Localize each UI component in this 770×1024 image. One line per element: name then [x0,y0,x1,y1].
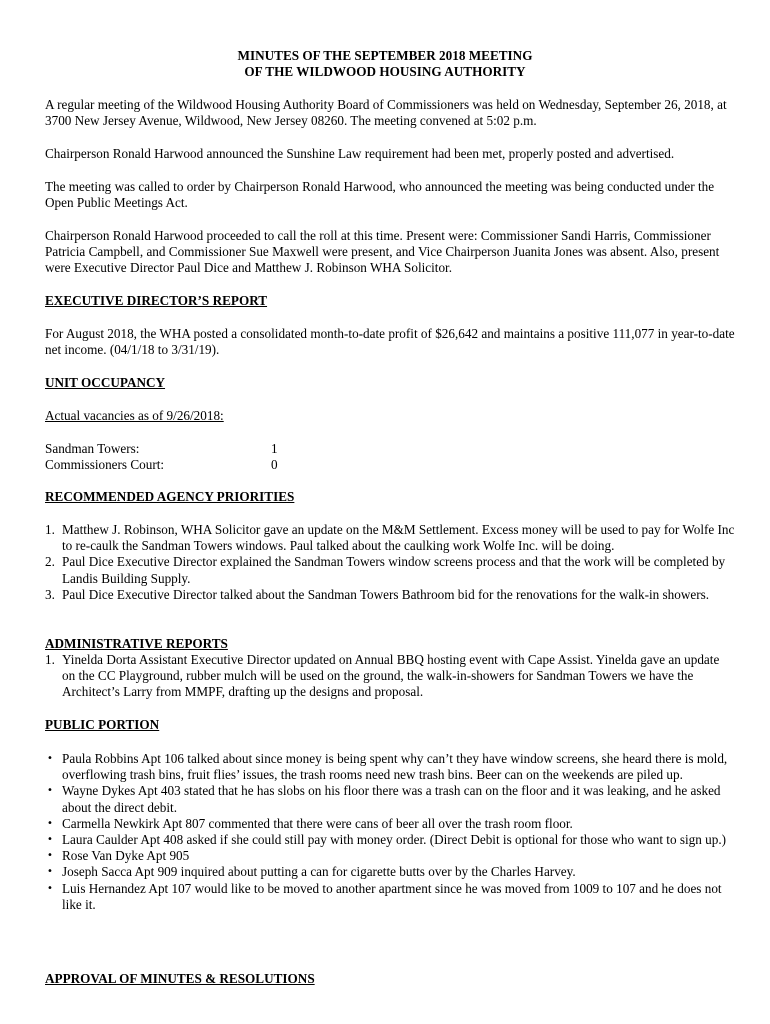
admin-reports-heading: ADMINISTRATIVE REPORTS [45,636,228,651]
item-text: Laura Caulder Apt 408 asked if she could still pay with money order. (Direct Debit is optional for those who want to sign up.) [62,832,727,848]
list-item [45,816,735,832]
bullet-icon: • [47,785,53,797]
list-item [45,881,735,913]
list-item [45,832,735,848]
bullet-icon: • [47,834,53,846]
page-title [0,48,770,80]
item-number: 3. [45,586,55,602]
list-item [45,522,735,554]
item-number: 1. [45,522,55,537]
unit-occupancy-heading: UNIT OCCUPANCY [45,375,166,390]
vacancy-table [45,441,735,473]
item-text: Paula Robbins Apt 106 talked about since money is being spent why can’t they have window screens, she heard there is mold, overflowing trash bins, fruit flies’ issues, the trash rooms need new trash bins. Beer can on the weekends are piled up. [62,751,728,783]
priorities-heading: RECOMMENDED AGENCY PRIORITIES [45,489,295,504]
list-item [45,554,735,586]
item-text: Joseph Sacca Apt 909 inquired about putting a can for cigarette butts over by the Charles Harvey. [62,864,576,880]
vacancy-label: Sandman Towers: [45,441,140,456]
executive-report-heading: EXECUTIVE DIRECTOR’S REPORT [45,293,268,308]
public-comments-list [45,751,735,913]
list-item [45,783,735,815]
bullet-icon: • [47,866,53,878]
list-item [45,848,735,864]
meeting-intro-paragraph: A regular meeting of the Wildwood Housing Authority Board of Commissioners was held on Wednesday, September 26, 2018, at 3700 New Jersey Avenue, Wildwood, New Jersey 08260. The meeting convened at 5:02 p.m. [45,97,727,129]
approval-heading: APPROVAL OF MINUTES & RESOLUTIONS [45,971,315,986]
priorities-list [45,522,735,603]
item-number: 1. [45,652,55,667]
vacancy-label: Commissioners Court: [45,457,165,472]
item-text: Wayne Dykes Apt 403 stated that he has slobs on his floor there was a trash can on the floor and it was leaking, and he asked about the direct debit. [62,783,721,815]
sunshine-law-paragraph: Chairperson Ronald Harwood announced the Sunshine Law requirement had been met, properly posted and advertised. [45,146,675,161]
vacancy-value: 0 [271,457,278,472]
public-portion-heading: PUBLIC PORTION [45,717,160,732]
item-text: Yinelda Dorta Assistant Executive Director updated on Annual BBQ hosting event with Cape Assist. Yinelda gave an update on the CC Playground, rubber mulch will be used on the ground, the walk-in-showers for Sandman Towers we have the Architect’s Larry from MMPF, drafting up the designs and proposal. [62,652,720,700]
admin-reports-list [45,652,735,701]
list-item [45,864,735,880]
title-line-2: OF THE WILDWOOD HOUSING AUTHORITY [244,64,526,79]
item-text: Paul Dice Executive Director explained the Sandman Towers window screens process and that the work will be completed by Landis Building Supply. [62,554,726,586]
list-item [45,751,735,783]
roll-call-paragraph: Chairperson Ronald Harwood proceeded to call the roll at this time. Present were: Commissioner Sandi Harris, Commissioner Patricia Campbell, and Commissioner Sue Maxwell were present, and Vice Chairperson Juanita Jones was absent. Also, present were Executive Director Paul Dice and Matthew J. Robinson WHA Solicitor. [45,228,720,276]
bullet-icon: • [47,882,53,894]
bullet-icon: • [47,817,53,829]
vacancy-value: 1 [271,441,278,456]
executive-report-text: For August 2018, the WHA posted a consolidated month-to-date profit of $26,642 and maintains a positive 111,077 in year-to-date net income. (04/1/18 to 3/31/19). [45,326,735,358]
item-text: Luis Hernandez Apt 107 would like to be moved to another apartment since he was moved from 1009 to 107 and he does not like it. [62,880,722,912]
item-text: Rose Van Dyke Apt 905 [62,848,190,864]
vacancies-subheading: Actual vacancies as of 9/26/2018: [45,408,224,423]
list-item [45,652,735,701]
call-to-order-paragraph: The meeting was called to order by Chairperson Ronald Harwood, who announced the meeting was being conducted under the Open Public Meetings Act. [45,179,715,211]
item-number: 2. [45,554,55,570]
item-text: Matthew J. Robinson, WHA Solicitor gave an update on the M&M Settlement. Excess money will be used to pay for Wolfe Inc to re-caulk the Sandman Towers windows. Paul talked about the caulking work Wolfe Inc. will be doing. [62,522,735,554]
vacancy-row [45,457,735,473]
item-text: Paul Dice Executive Director talked about the Sandman Towers Bathroom bid for the renovations for the walk-in showers. [62,586,710,602]
bullet-icon: • [47,753,53,764]
vacancy-row [45,441,735,457]
title-line-1: MINUTES OF THE SEPTEMBER 2018 MEETING [237,48,533,63]
item-text: Carmella Newkirk Apt 807 commented that there were cans of beer all over the trash room floor. [62,815,573,831]
list-item [45,587,735,603]
bullet-icon: • [47,850,53,862]
